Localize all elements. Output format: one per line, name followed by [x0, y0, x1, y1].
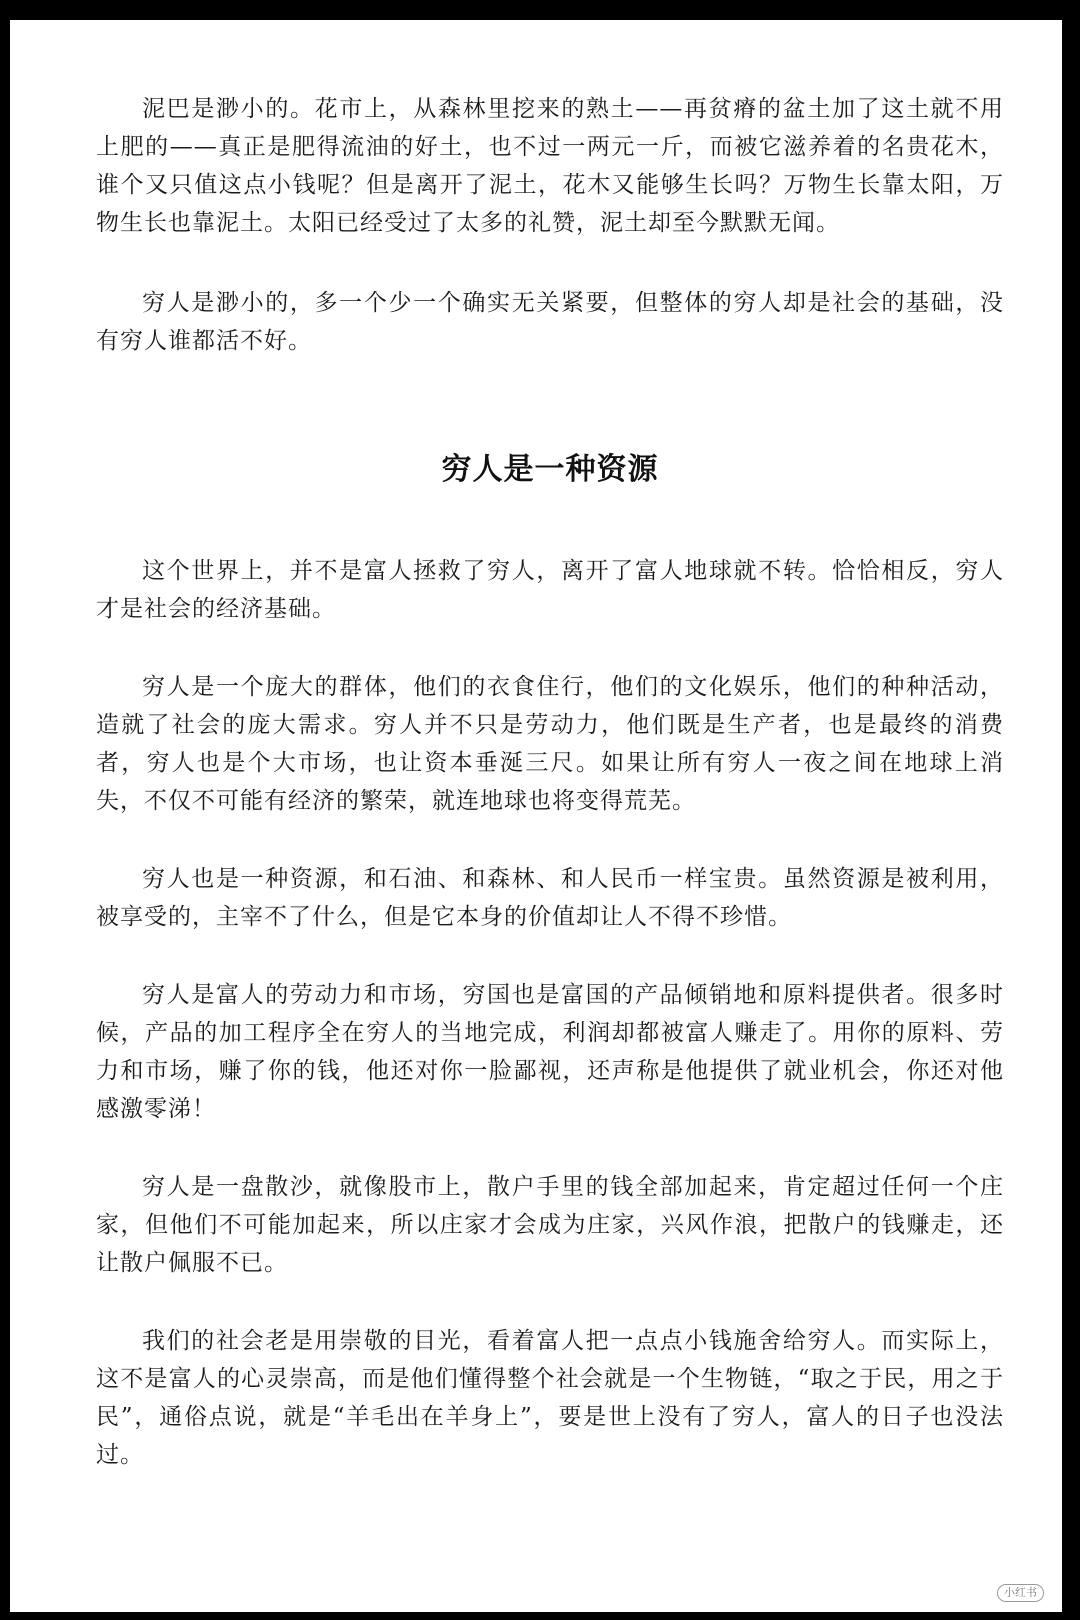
paragraph-mud: 泥巴是渺小的。花市上，从森林里挖来的熟土——再贫瘠的盆土加了这土就不用上肥的——真正是肥得流油的好土，也不过一两元一斤，而被它滋养着的名贵花木，谁个又只值这点小钱呢？但是离开了泥土，花木又能够生长吗？万物生长靠太阳，万物生长也靠泥土。太阳已经受过了太多的礼赞，泥土却至今默默无闻。: [96, 96, 1004, 236]
paragraph-resource: 穷人也是一种资源，和石油、和森林、和人民币一样宝贵。虽然资源是被利用，被享受的，主宰不了什么，但是它本身的价值却让人不得不珍惜。: [96, 866, 1004, 930]
paragraph-loose-sand: 穷人是一盘散沙，就像股市上，散户手里的钱全部加起来，肯定超过任何一个庄家，但他们不可能加起来，所以庄家才会成为庄家，兴风作浪，把散户的钱赚走，还让散户佩服不已。: [96, 1174, 1004, 1276]
paragraph-society: 我们的社会老是用崇敬的目光，看着富人把一点点小钱施舍给穷人。而实际上，这不是富人的心灵崇高，而是他们懂得整个社会就是一个生物链，“取之于民，用之于民”，通俗点说，就是“羊毛出在羊身上”，要是世上没有了穷人，富人的日子也没法过。: [96, 1328, 1004, 1468]
paragraph-poor-small: 穷人是渺小的，多一个少一个确实无关紧要，但整体的穷人却是社会的基础，没有穷人谁都活不好。: [96, 290, 1004, 354]
paragraph-world: 这个世界上，并不是富人拯救了穷人，离开了富人地球就不转。恰恰相反，穷人才是社会的经济基础。: [96, 558, 1004, 622]
document-content: [96, 90, 1004, 1474]
document-page: [10, 20, 1062, 1612]
section-title: 穷人是一种资源: [441, 452, 659, 487]
paragraph-labor-market: 穷人是富人的劳动力和市场，穷国也是富国的产品倾销地和原料提供者。很多时候，产品的加工程序全在穷人的当地完成，利润却都被富人赚走了。用你的原料、劳力和市场，赚了你的钱，他还对你一脸鄙视，还声称是他提供了就业机会，你还对他感激零涕！: [96, 982, 1004, 1122]
watermark-badge: 小红书: [997, 1584, 1044, 1602]
paragraph-large-group: 穷人是一个庞大的群体，他们的衣食住行，他们的文化娱乐，他们的种种活动，造就了社会的庞大需求。穷人并不只是劳动力，他们既是生产者，也是最终的消费者，穷人也是个大市场，也让资本垂涎三尺。如果让所有穷人一夜之间在地球上消失，不仅不可能有经济的繁荣，就连地球也将变得荒芜。: [96, 674, 1004, 814]
